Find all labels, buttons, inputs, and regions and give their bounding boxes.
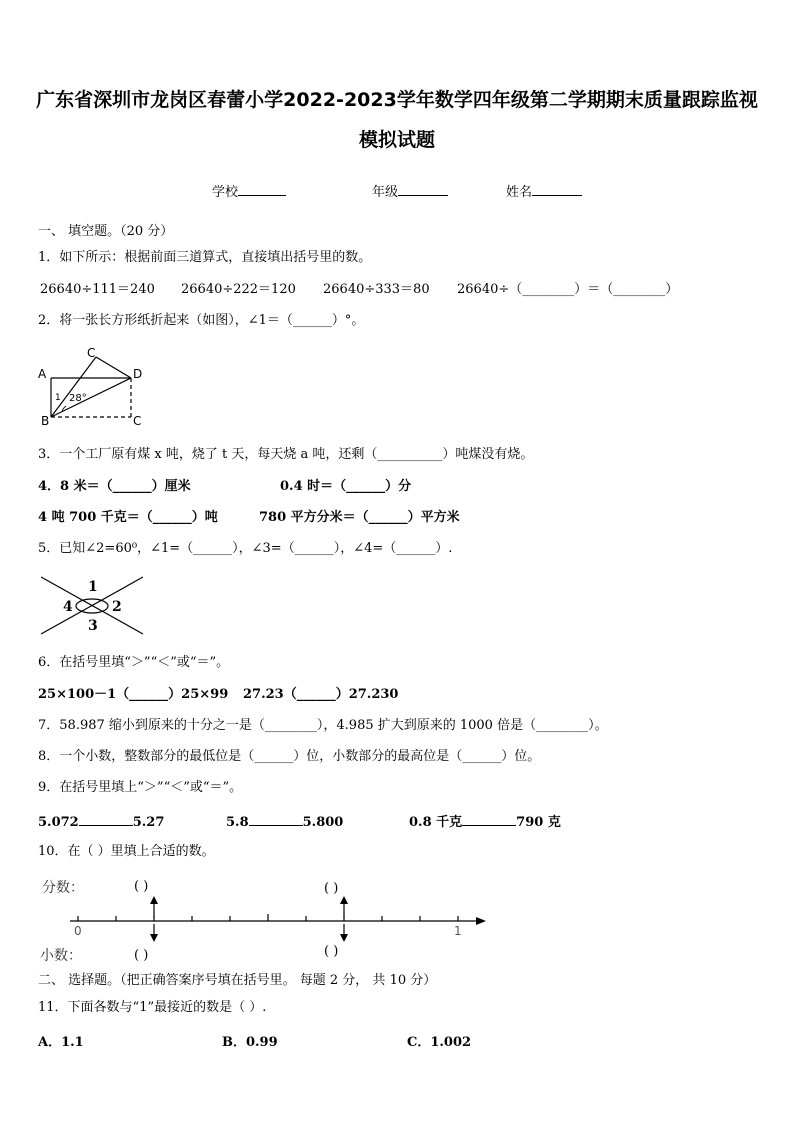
q1-eq2: 26640÷222＝120 [181, 282, 296, 297]
q9-b[interactable] [226, 812, 343, 831]
q9-text: 9．在括号里填上“＞”“＜”或“＝”。 [38, 780, 243, 795]
folded-rectangle-figure [36, 345, 151, 430]
tick-label-0: 0 [74, 924, 82, 938]
name-field[interactable] [506, 182, 582, 201]
q9-a-right: 5.27 [132, 815, 165, 830]
label-c-top: C [87, 346, 96, 360]
decimal-blank-1: ( ) [134, 948, 149, 963]
label-c-bottom: C [133, 414, 142, 428]
q7-text[interactable]: 7．58.987 缩小到原来的十分之一是（________），4.985 扩大到原来的 1000 倍是（________）。 [38, 718, 608, 733]
decimal-label: 小数： [40, 948, 82, 964]
q11-option-c[interactable]: C．1.002 [407, 1035, 472, 1050]
q9-c-right: 790 克 [516, 815, 561, 830]
fraction-blank-1: ( ) [134, 879, 149, 894]
number-line-figure [38, 872, 498, 972]
arrow-up-icon [340, 896, 348, 904]
angle-label-1: 1 [88, 579, 98, 595]
q9-c[interactable] [409, 812, 561, 831]
arrow-down-icon [150, 934, 158, 942]
q9-c-left: 0.8 千克 [409, 815, 463, 830]
q4-c[interactable]: 4 吨 700 千克＝（______）吨 [38, 510, 218, 525]
q11-option-b[interactable]: B．0.99 [222, 1035, 278, 1050]
school-field[interactable] [212, 182, 286, 201]
intersecting-lines-figure [38, 574, 148, 638]
label-a: A [38, 367, 47, 381]
angle-label-2: 2 [112, 599, 122, 615]
q9-b-right: 5.800 [302, 815, 344, 830]
page-title: 广东省深圳市龙岗区春蕾小学2022-2023学年数学四年级第二学期期末质量跟踪监视 [36, 89, 758, 111]
q9-a[interactable] [38, 812, 164, 831]
page-title-line2: 模拟试题 [358, 129, 435, 151]
q11-text: 11．下面各数与“1”最接近的数是（ ）. [38, 1000, 267, 1015]
name-label: 姓名 [506, 185, 533, 200]
q6-text: 6．在括号里填“＞”“＜”或“＝”。 [38, 655, 230, 670]
q2-text[interactable]: 2．将一张长方形纸折起来（如图），∠1＝（______）°。 [38, 313, 365, 328]
tick-label-1: 1 [454, 924, 462, 938]
q6-b[interactable]: 27.23（______）27.230 [243, 687, 399, 702]
q4-d[interactable]: 780 平方分米＝（______）平方米 [259, 510, 460, 525]
angle-28-label: 28° [69, 393, 87, 404]
q1-eq4[interactable]: 26640÷（________）＝（________） [457, 282, 679, 297]
arrow-up-icon [150, 896, 158, 904]
q1-text: 1．如下所示：根据前面三道算式，直接填出括号里的数。 [38, 250, 372, 265]
angle-label-4: 4 [63, 599, 73, 615]
arrow-down-icon [340, 934, 348, 942]
q4-b[interactable]: 0.4 时＝（______）分 [280, 479, 412, 494]
q4-a[interactable]: 4．8 米＝（______）厘米 [38, 479, 191, 494]
q10-text: 10．在（ ）里填上合适的数。 [38, 844, 215, 859]
angle-label-3: 3 [88, 618, 98, 634]
q1-eq3: 26640÷333＝80 [323, 282, 430, 297]
decimal-blank-2: ( ) [324, 944, 339, 959]
school-label: 学校 [212, 185, 239, 200]
fraction-blank-2: ( ) [324, 881, 339, 896]
angle-1-label: 1 [55, 393, 61, 403]
section2-heading: 二、 选择题。（把正确答案序号填在括号里。 每题 2 分， 共 10 分） [38, 973, 437, 988]
q9-b-left: 5.8 [226, 815, 249, 830]
q1-eq1: 26640÷111＝240 [40, 282, 155, 297]
q5-text[interactable]: 5．已知∠2=60⁰，∠1=（______），∠3=（______），∠4=（______）. [38, 541, 453, 556]
q6-a[interactable]: 25×100－1（______）25×99 [38, 687, 229, 702]
label-b: B [41, 414, 50, 428]
fraction-label: 分数： [42, 880, 84, 896]
section1-heading: 一、 填空题。（20 分） [38, 224, 174, 239]
grade-label: 年级 [372, 185, 399, 200]
grade-field[interactable] [372, 182, 448, 201]
q3-text[interactable]: 3．一个工厂原有煤 x 吨，烧了 t 天，每天烧 a 吨，还剩（__________）吨煤没有烧。 [38, 447, 534, 462]
arrow-right-icon [476, 917, 486, 925]
label-d: D [133, 367, 143, 381]
q11-option-a[interactable]: A．1.1 [38, 1035, 84, 1050]
q8-text[interactable]: 8．一个小数，整数部分的最低位是（______）位，小数部分的最高位是（______）位。 [38, 749, 541, 764]
q9-a-left: 5.072 [38, 815, 79, 830]
